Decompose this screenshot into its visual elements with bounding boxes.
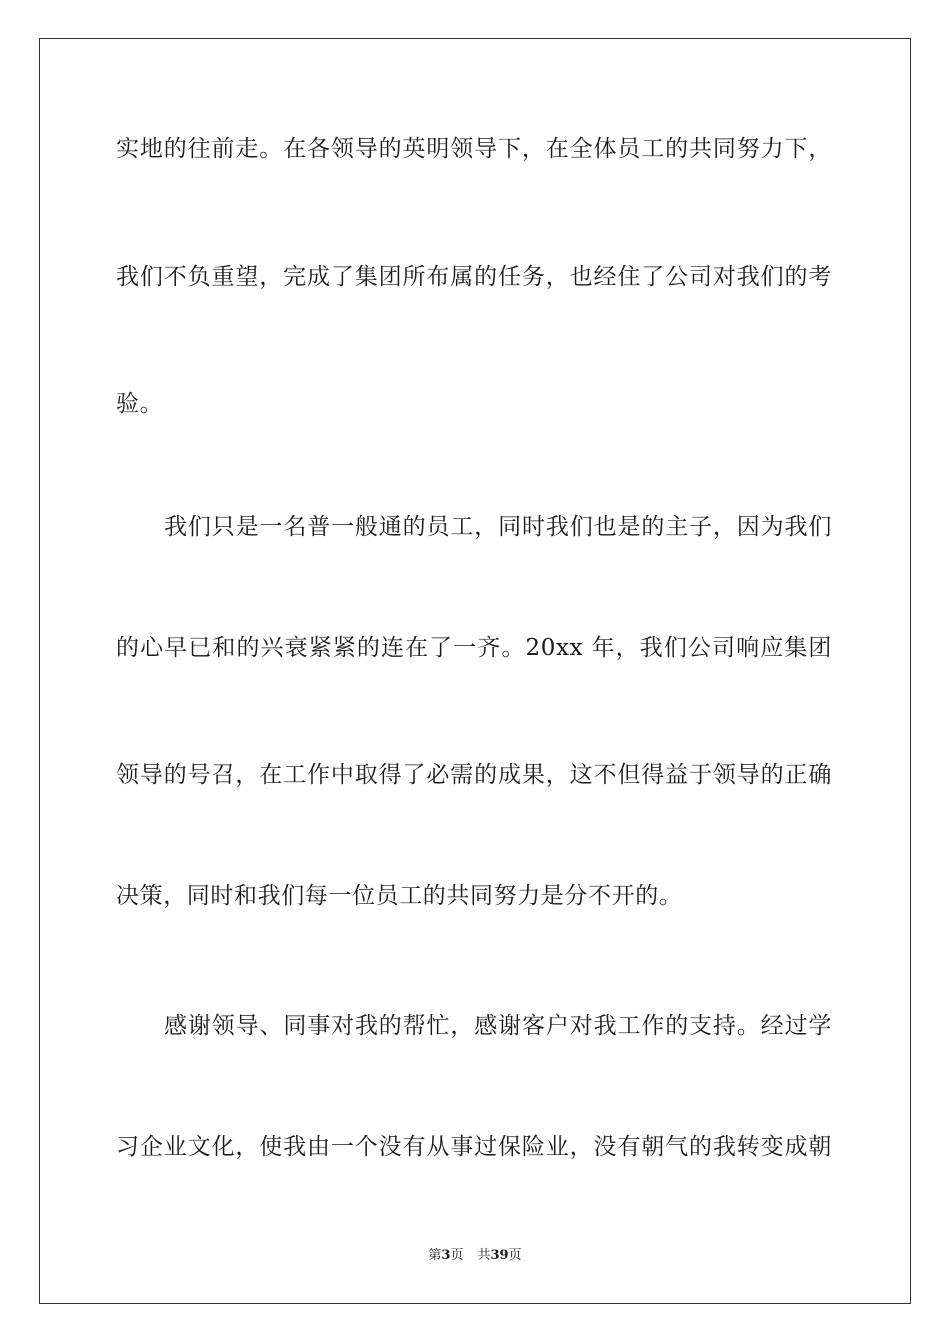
body-line-6: 领导的号召，在工作中取得了必需的成果，这不但得益于领导的正确 [116, 762, 832, 788]
body-line-3: 验。 [116, 391, 164, 417]
body-line-7: 决策，同时和我们每一位员工的共同努力是分不开的。 [116, 883, 683, 909]
total-suffix: 页 [508, 1248, 522, 1263]
total-prefix: 共 [477, 1248, 491, 1263]
body-line-4: 我们只是一名普一般通的员工，同时我们也是的主子，因为我们 [164, 514, 832, 540]
body-line-8: 感谢领导、同事对我的帮忙，感谢客户对我工作的支持。经过学 [164, 1013, 832, 1039]
page-total: 39 [490, 1248, 509, 1263]
body-line-1: 实地的往前走。在各领导的英明领导下，在全体员工的共同努力下， [116, 136, 832, 162]
body-line-5: 的心早已和的兴衰紧紧的连在了一齐。20xx 年，我们公司响应集团 [116, 635, 832, 661]
page-suffix: 页 [450, 1248, 464, 1263]
page-prefix: 第 [428, 1248, 442, 1263]
page-footer [0, 1247, 950, 1265]
body-line-2: 我们不负重望，完成了集团所布属的任务，也经住了公司对我们的考 [116, 264, 832, 290]
page-border [39, 38, 911, 1304]
page-current: 3 [441, 1248, 451, 1263]
body-line-9: 习企业文化，使我由一个没有从事过保险业，没有朝气的我转变成朝 [116, 1134, 832, 1160]
